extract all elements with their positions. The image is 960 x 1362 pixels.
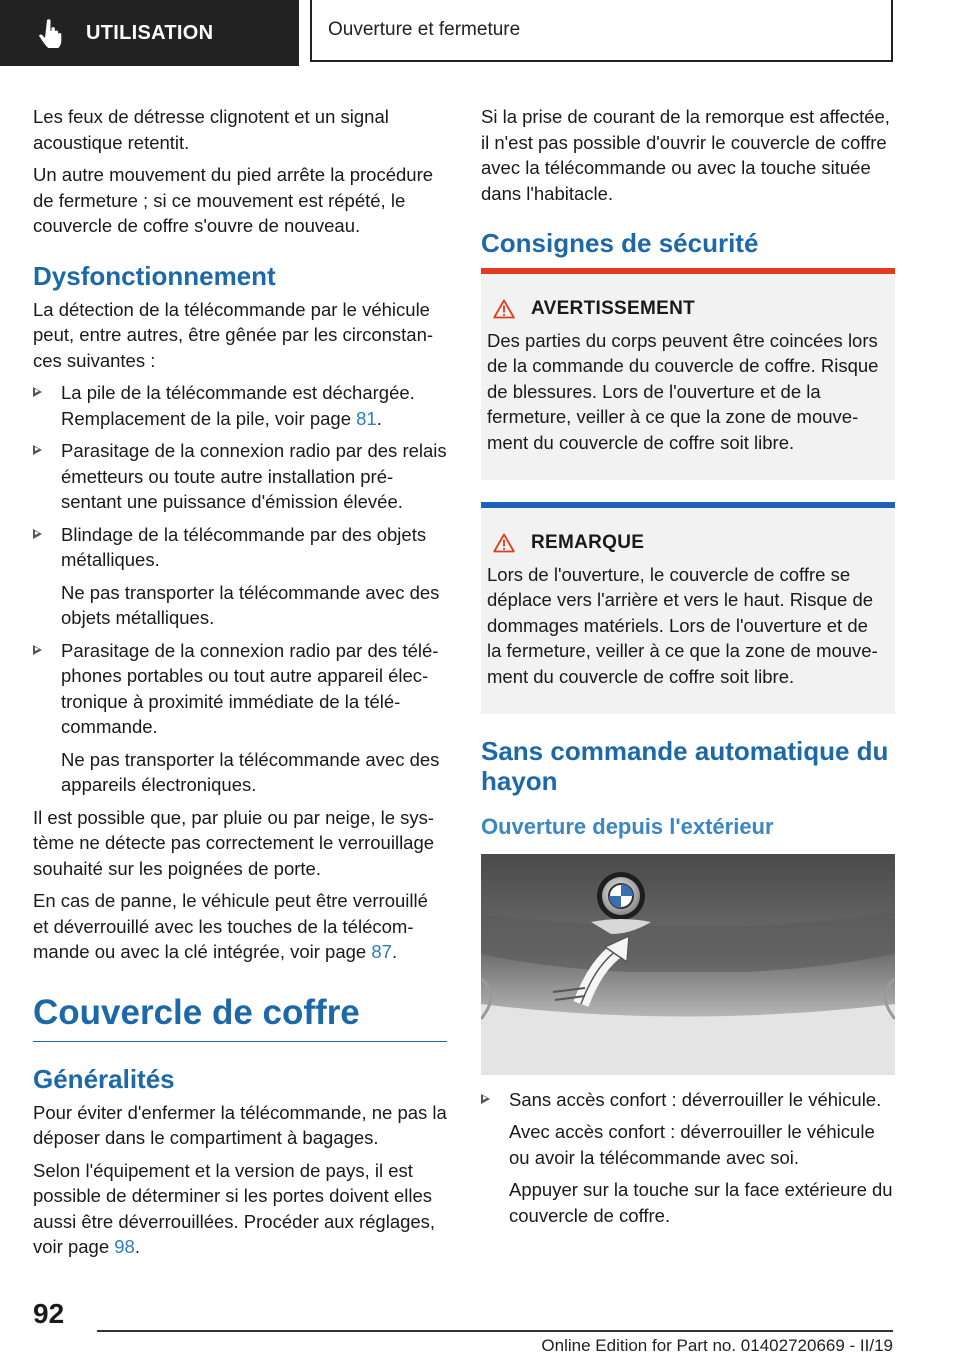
section-tab	[0, 0, 299, 66]
list-item-subtext: Ne pas transporter la télécommande avec des objets métalliques.	[61, 581, 440, 628]
paragraph: La détection de la télécommande par le véhicule peut, entre autres, être gênée par les circonstances suivantes :	[33, 298, 434, 371]
list-item	[33, 638, 447, 798]
triangle-bullet-icon	[33, 387, 42, 397]
triangle-bullet-icon	[33, 645, 42, 655]
paragraph: Les feux de détresse clignotent et un signal acoustique retentit.	[33, 106, 389, 153]
paragraph: Si la prise de courant de la remorque est affectée, il n'est pas possible d'ouvrir le couvercle de coffre avec la télécommande ou avec la touche située dans l'habitacle.	[481, 106, 890, 204]
hand-pointer-icon	[38, 18, 66, 48]
note-body: Lors de l'ouverture, le couvercle de coffre se déplace vers l'arrière et vers le haut. Risque de dommages matériels. Lors de l'ouverture et de la fermeture, veiller à ce que la zone de mouvement du couvercle de coffre soit libre.	[487, 563, 878, 687]
list-item-text: Blindage de la télécommande par des objets métalliques.	[61, 523, 427, 570]
triangle-bullet-icon	[481, 1094, 490, 1104]
page-link[interactable]: 98	[114, 1236, 135, 1257]
opening-steps-list	[481, 1087, 895, 1229]
footer-divider	[97, 1330, 893, 1332]
malfunction-list	[33, 380, 447, 798]
warning-body: Des parties du corps peuvent être coincées lors de la commande du couvercle de coffre. Risque de blessures. Lors de l'ouverture et de la fermeture, veiller à ce que la zone de mouvement du couvercle de coffre soit libre.	[487, 329, 879, 453]
edition-info: Online Edition for Part no. 01402720669 - II/19	[541, 1336, 893, 1355]
list-item: La pile de la télécommande est déchargée. Remplacement de la pile, voir page 81.	[33, 380, 447, 431]
page-link[interactable]: 81	[356, 407, 377, 429]
triangle-bullet-icon	[33, 445, 42, 455]
section-title: UTILISATION	[86, 21, 214, 44]
list-item	[481, 1087, 895, 1229]
heading-generalites: Généralités	[33, 1063, 175, 1094]
page-link[interactable]: 87	[371, 941, 392, 962]
list-item	[33, 522, 447, 631]
right-column	[481, 104, 895, 1235]
paragraph: Pour éviter d'enfermer la télécommande, ne pas la déposer dans le compartiment à bagages.	[33, 1101, 447, 1148]
warning-title: AVERTISSEMENT	[493, 296, 887, 322]
paragraph: En cas de panne, le véhicule peut être verrouillé et déverrouillé avec les touches de la télécommande ou avec la clé intégrée, voir page	[33, 890, 428, 962]
warning-box	[481, 268, 895, 480]
heading-ouverture-exterieur: Ouverture depuis l'extérieur	[481, 814, 774, 839]
chapter-title: Ouverture et fermeture	[328, 19, 521, 40]
note-box	[481, 502, 895, 714]
heading-couvercle-de-coffre: Couvercle de coffre	[33, 993, 447, 1042]
paragraph: Il est possible que, par pluie ou par neige, le système ne détecte pas correctement le verrouillage souhaité sur les poignées de porte.	[33, 806, 435, 879]
note-title: REMARQUE	[493, 530, 887, 556]
page-number: 92	[33, 1298, 65, 1329]
heading-consignes-de-securite: Consignes de sécurité	[481, 228, 759, 258]
list-item-subtext: Appuyer sur la touche sur la face extérieure du couvercle de coffre.	[509, 1179, 893, 1226]
heading-dysfonctionnement: Dysfonctionnement	[33, 260, 276, 291]
list-item-text: Parasitage de la connexion radio par des relais émetteurs ou toute autre installation présentant une puissance d'émission élevée.	[61, 440, 447, 512]
list-item	[33, 438, 447, 515]
triangle-bullet-icon	[33, 529, 42, 539]
warning-triangle-icon	[493, 533, 515, 553]
left-column: Les feux de détresse clignotent et un signal acoustique retentit. Un autre mouvement du pied arrête la procédure de fermeture ; si ce mouvement est répété, le couvercle de coffre s'ouvre de nouveau. Dysfonctionnement La détection de la télécommande par le véhicule peut, entre autres, être gênée par les circonstances suivantes : La pile de la télécommande est déchargée. Remplacement de la pile, voir page 81. Parasitage de la connexion radio par des relais émetteurs ou toute autre installation présentant une puissance d'émission élevée. Blindage de la télécommande par des objets métalliques. Ne pas transporter la télécommande avec des objets métalliques. Parasitage de la connexion radio par des téléphones portables ou tout autre appareil électronique à proximité immédiate de la télécommande. Ne pas transporter la télécommande avec des appareils électroniques. Il est possible que, par pluie ou par neige, le système ne détecte pas correctement le verrouillage souhaité sur les poignées de porte. En cas de panne, le véhicule peut être verrouillé et déverrouillé avec les touches de la télécommande ou avec la clé intégrée, voir page 87. Couvercle de coffre Généralités Pour éviter d'enfermer la télécommande, ne pas la déposer dans le compartiment à bagages. Selon l'équipement et la version de pays, il est possible de déterminer si les portes doivent elles aussi être déverrouillées. Procéder aux réglages, voir page 98.	[33, 106, 447, 1257]
paragraph: Un autre mouvement du pied arrête la procédure de fermeture ; si ce mouvement est répété, le couvercle de coffre s'ouvre de nouveau.	[33, 164, 434, 236]
heading-sans-commande-automatique: Sans commande automatique du hayon	[481, 736, 889, 796]
chapter-tab	[310, 0, 893, 62]
list-item-text: La pile de la télécommande est déchargée. Remplacement de la pile, voir page	[61, 382, 415, 429]
warning-triangle-icon	[493, 299, 515, 319]
list-item-text: Sans accès confort : déverrouiller le véhicule.	[509, 1088, 882, 1110]
list-item-subtext: Ne pas transporter la télécommande avec des appareils électroniques.	[61, 748, 440, 795]
paragraph: Selon l'équipement et la version de pays, il est possible de déterminer si les portes doivent elles aussi être déverrouillées. Procéder aux réglages, voir page	[33, 1159, 436, 1257]
list-item-text: Parasitage de la connexion radio par des téléphones portables ou tout autre appareil électronique à proximité immédiate de la télécommande.	[61, 639, 439, 737]
list-item-subtext: Avec accès confort : déverrouiller le véhicule ou avoir la télécommande avec soi.	[509, 1121, 875, 1168]
trunk-button-illustration	[481, 854, 895, 1075]
